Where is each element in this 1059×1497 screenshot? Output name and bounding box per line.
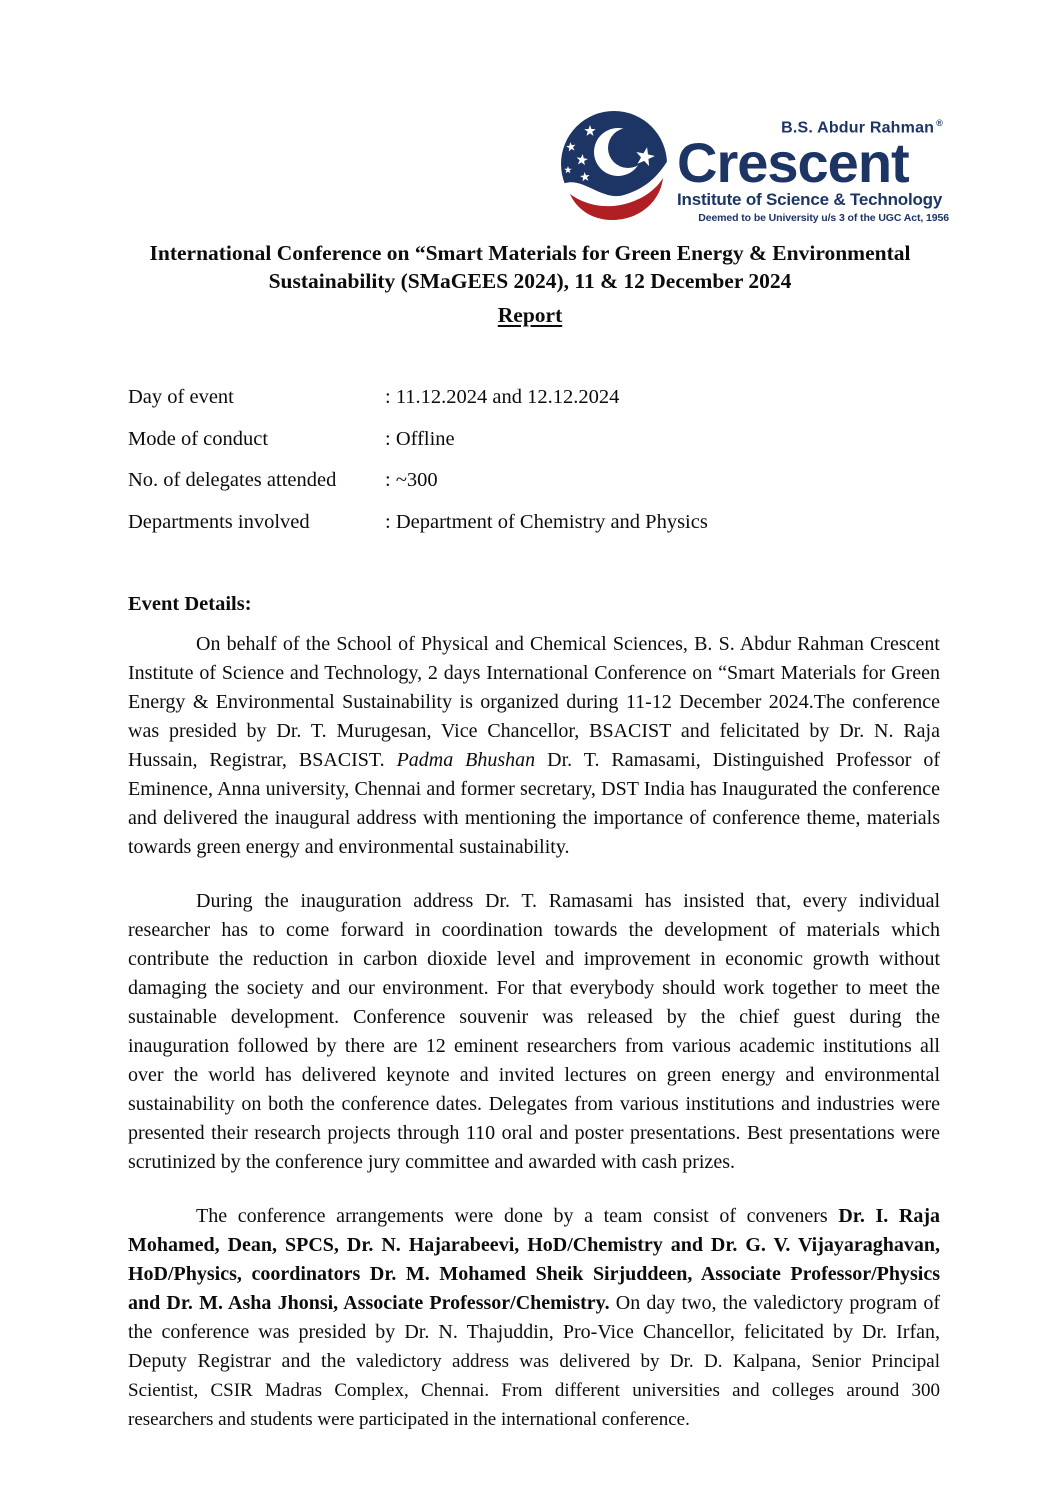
paragraph3-part1: The conference arrangements were done by a team consist of conveners [196, 1205, 839, 1227]
conference-title-line2: Sustainability (SMaGEES 2024), 11 & 12 December 2024 [268, 268, 792, 293]
logo-brand-name: Crescent [677, 131, 909, 195]
conference-title-line1: International Conference on “Smart Materials for Green Energy & Environmental [149, 241, 911, 265]
paragraph-inaugural-address: During the inauguration address Dr. T. Ramasami has insisted that, every individual researcher has to come forward in coordination towards the development of materials which contribute the reduction in carbon dioxide level and improvement in economic growth without damaging the society and our environment. For that everybody should work together to meet the sustainable development. Conference souvenir was released by the chief guest during the inauguration followed by there are 12 eminent researchers from various academic institutions all over the world has delivered keynote and invited lectures on green energy and environmental sustainability on both the conference dates. Delegates from various institutions and industries were presented their research projects through 110 oral and poster presentations. Best presentations were scrutinized by the conference jury committee and awarded with cash prizes. [128, 890, 940, 1173]
logo-brand-top-text: B.S. Abdur Rahman [781, 119, 935, 137]
paragraph1-part1: On behalf of the School of Physical and Chemical Sciences, B. S. Abdur Rahman Crescent Institute of Science and Technology, 2 days International Conference on “Smart Materials for Green Energy & Environmental Sustainability is organized during 11-12 December 2024.The conference was presided by Dr. T. Murugesan, Vice Chancellor, BSACIST and felicitated by Dr. N. Raja Hussain, Registrar, BSACIST. [128, 633, 940, 771]
logo-wordmark [677, 110, 949, 224]
paragraph-arrangements-valedictory [128, 1202, 940, 1434]
detail-label-day-of-event: Day of event [128, 386, 234, 408]
paragraph1-part2: Dr. T. Ramasami, Distinguished Professor of Eminence, Anna university, Chennai and former secretary, DST India has Inaugurated the conference and delivered the inaugural address with mentioning the importance of conference theme, materials towards green energy and environmental sustainability. [128, 749, 940, 858]
logo-brand-tagline: Deemed to be University u/s 3 of the UGC Act, 1956 [698, 212, 949, 225]
table-row [128, 384, 940, 411]
paragraph3-conveners-bold: Dr. I. Raja Mohamed, Dean, SPCS, Dr. N. Hajarabeevi, HoD/Chemistry and Dr. G. V. Vijayaraghavan, HoD/Physics, coordinators Dr. M. Mohamed Sheik Sirjuddeen, Associate Professor/Physics and Dr. M. Asha Jhonsi, Associate Professor/Chemistry. [128, 1205, 940, 1314]
paragraph1-italic-padma-bhushan: Padma Bhushan [396, 749, 536, 771]
detail-value-day-of-event: : 11.12.2024 and 12.12.2024 [385, 386, 620, 408]
detail-value-delegates-attended: : ~300 [385, 469, 438, 491]
event-summary-table [128, 384, 940, 550]
institution-logo [558, 110, 949, 224]
detail-value-departments-involved: : Department of Chemistry and Physics [385, 510, 708, 533]
crescent-moon-stars-emblem-icon [558, 110, 670, 222]
registered-trademark-icon: ® [936, 118, 943, 128]
detail-label-departments-involved: Departments involved [128, 510, 310, 533]
table-row [128, 509, 940, 536]
paragraph-inauguration [128, 630, 940, 862]
report-heading [129, 303, 931, 328]
table-row [128, 426, 940, 453]
paragraph3-part3: valedictory address was delivered by Dr. D. Kalpana, Senior Principal Scientist, CSIR Madras Complex, Chennai. From different universities and colleges around 300 researchers and students were participated in the international conference. [128, 1351, 941, 1430]
event-details-body [128, 630, 940, 1459]
table-row [128, 467, 940, 494]
conference-title [129, 240, 931, 295]
detail-value-mode-of-conduct: : Offline [385, 427, 455, 450]
logo-brand-subtitle: Institute of Science & Technology [677, 190, 943, 210]
detail-label-delegates-attended: No. of delegates attended [128, 469, 337, 491]
detail-label-mode-of-conduct: Mode of conduct [128, 427, 269, 450]
paragraph3-part2: On day two, the valedictory program of the conference was presided by Dr. N. Thajuddin, Pro-Vice Chancellor, felicitated by Dr. Irfan, Deputy Registrar and the [128, 1292, 940, 1372]
report-heading-text: Report [497, 303, 563, 327]
event-details-heading: Event Details: [128, 593, 252, 615]
